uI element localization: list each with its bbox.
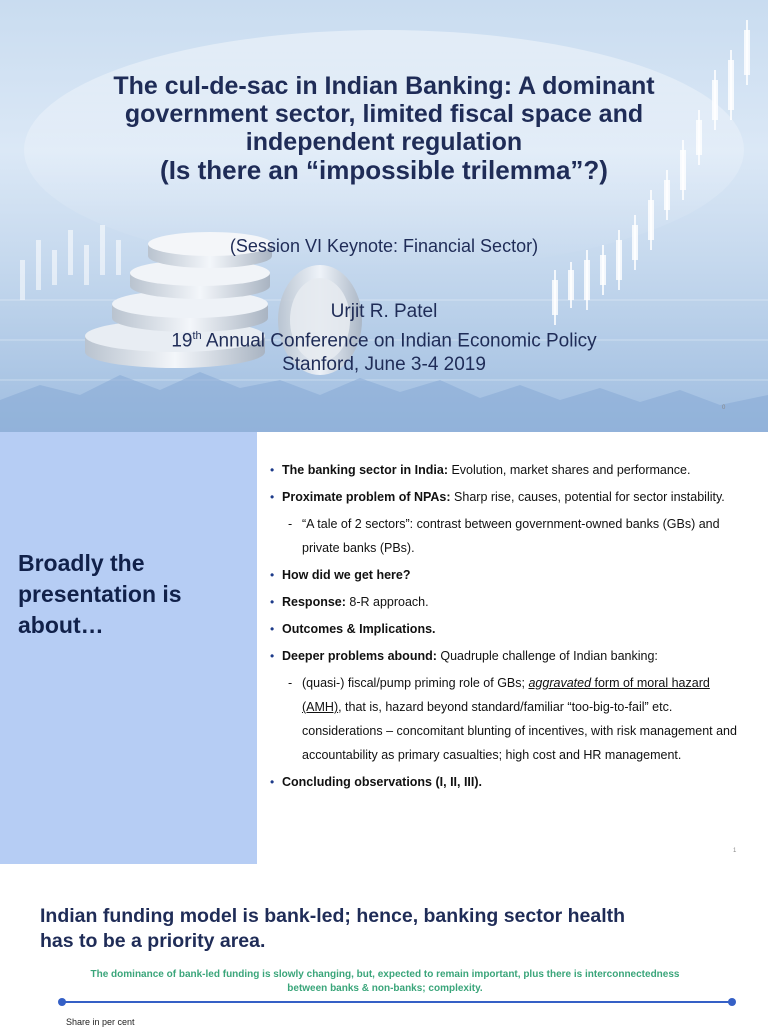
dash-marker: - bbox=[288, 517, 293, 531]
item-label: Outcomes & Implications. bbox=[282, 622, 436, 636]
item-text: 8-R approach. bbox=[345, 595, 429, 609]
item-text: Sharp rise, causes, potential for sector instability. bbox=[450, 490, 725, 504]
page-number: 1 bbox=[733, 848, 737, 854]
item-label: Deeper problems abound: bbox=[282, 649, 437, 663]
list-item bbox=[270, 590, 750, 614]
list-item bbox=[270, 770, 750, 794]
conference-ordinal-suffix: th bbox=[192, 330, 202, 342]
title-line: has to be a priority area. bbox=[40, 930, 266, 952]
page-number: 0 bbox=[722, 405, 726, 411]
item-label: Concluding observations (I, II, III). bbox=[282, 775, 483, 789]
title-line: The cul-de-sac in Indian Banking: A dominant bbox=[113, 72, 655, 100]
item-text: (quasi-) fiscal/pump priming role of GBs; bbox=[302, 676, 529, 690]
title-line: government sector, limited fiscal space and bbox=[124, 100, 644, 128]
item-text: “A tale of 2 sectors”: contrast between government-owned banks (GBs) and private banks (PBs). bbox=[302, 517, 720, 555]
outline-sidebar bbox=[0, 432, 257, 864]
subtitle-line: The dominance of bank-led funding is slowly changing, but, expected to remain important, plus there is interconnectedness bbox=[90, 969, 680, 980]
item-label: The banking sector in India: bbox=[282, 463, 448, 477]
outline-list bbox=[270, 458, 750, 797]
title-line: (Is there an “impossible trilemma”?) bbox=[160, 155, 608, 185]
sub-list-item bbox=[270, 512, 750, 560]
rule-endpoint bbox=[728, 998, 736, 1006]
item-label: How did we get here? bbox=[282, 568, 411, 582]
underlined-text: form of moral hazard (AMH) bbox=[302, 676, 710, 714]
subtitle-line: between banks & non-banks; complexity. bbox=[287, 983, 483, 994]
title-line: Indian funding model is bank-led; hence, banking sector health bbox=[40, 905, 626, 927]
slide-subtitle bbox=[40, 968, 730, 996]
location-date: Stanford, June 3-4 2019 bbox=[282, 354, 486, 376]
title-slide bbox=[0, 0, 768, 432]
item-label: Proximate problem of NPAs: bbox=[282, 490, 451, 504]
dash-marker: - bbox=[288, 676, 293, 690]
sub-list-item bbox=[270, 671, 750, 767]
list-item bbox=[270, 485, 750, 509]
conference-name bbox=[0, 324, 768, 353]
author-name: Urjit R. Patel bbox=[330, 301, 438, 322]
conference-ordinal: 19 bbox=[171, 330, 193, 352]
conference-title: Annual Conference on Indian Economic Policy bbox=[201, 330, 597, 352]
item-label: Response: bbox=[282, 595, 346, 609]
list-item bbox=[270, 563, 750, 587]
item-text: Quadruple challenge of Indian banking: bbox=[436, 649, 658, 663]
heading-line: presentation is bbox=[18, 581, 182, 607]
presentation-title bbox=[20, 72, 748, 184]
author-block bbox=[0, 300, 768, 377]
outline-slide bbox=[0, 432, 768, 864]
heading-line: about… bbox=[18, 612, 104, 638]
funding-model-slide bbox=[0, 864, 768, 1027]
emphasis-text: aggravated bbox=[528, 676, 592, 690]
divider-rule bbox=[62, 1001, 732, 1003]
list-item bbox=[270, 644, 750, 668]
list-item bbox=[270, 458, 750, 482]
heading-line: Broadly the bbox=[18, 550, 145, 576]
slide-title bbox=[40, 904, 740, 954]
list-item bbox=[270, 617, 750, 641]
item-text: , that is, hazard beyond standard/familiar “too-big-to-fail” etc. considerations – concomitant blunting of incentives, with risk management and accountability as primary casualties; high cost and HR management. bbox=[302, 700, 737, 762]
item-text: Evolution, market shares and performance. bbox=[448, 463, 691, 477]
rule-endpoint bbox=[58, 998, 66, 1006]
title-line: independent regulation bbox=[245, 128, 523, 156]
session-label: (Session VI Keynote: Financial Sector) bbox=[229, 236, 539, 256]
outline-heading bbox=[18, 548, 248, 641]
chart-caption: Share in per cent bbox=[66, 1017, 135, 1027]
